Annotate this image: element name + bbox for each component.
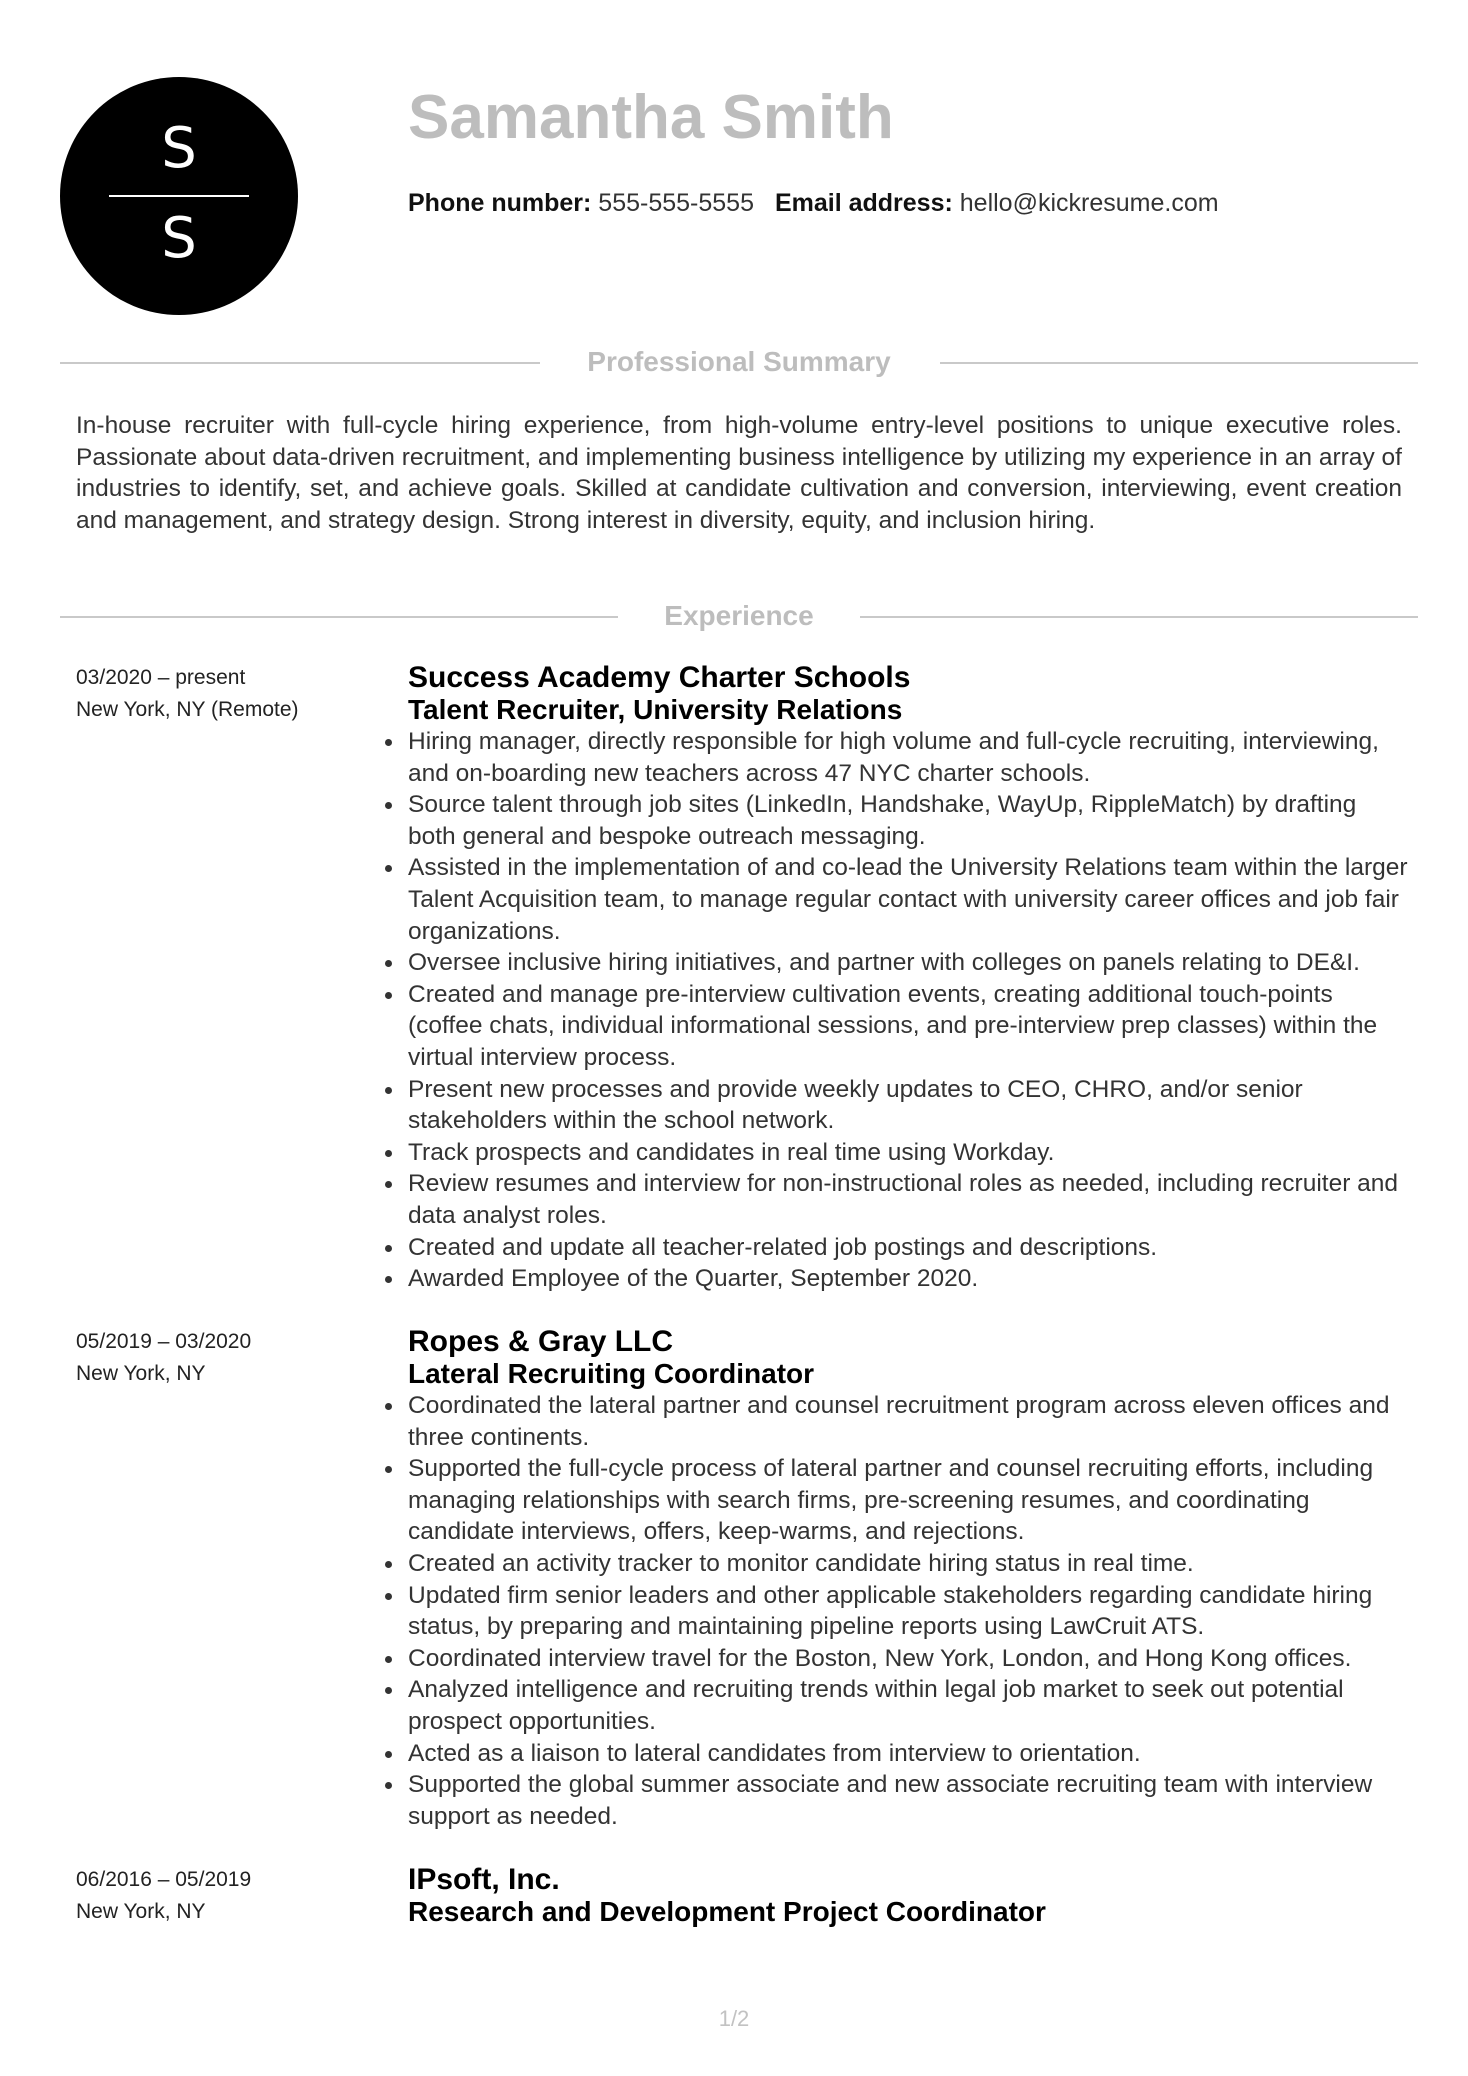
responsibility-item: Assisted in the implementation of and co-lead the University Relations team within the larger Talent Acquisition team, to manage regular contact with university career offices and job fair organizations. <box>408 852 1408 947</box>
responsibility-item: Awarded Employee of the Quarter, September 2020. <box>408 1263 1408 1295</box>
experience-section-heading <box>60 598 1418 634</box>
responsibility-item: Oversee inclusive hiring initiatives, and partner with colleges on panels relating to DE&I. <box>408 947 1408 979</box>
responsibility-list <box>408 726 1408 1295</box>
responsibility-item: Updated firm senior leaders and other applicable stakeholders regarding candidate hiring status, by preparing and maintaining pipeline reports using LawCruit ATS. <box>408 1580 1408 1643</box>
experience-body <box>408 1864 1408 1928</box>
resume-header <box>0 0 1468 330</box>
heading-rule-right <box>860 616 1418 618</box>
experience-body <box>408 662 1408 1295</box>
email-value[interactable]: hello@kickresume.com <box>959 189 1219 217</box>
experience-location: New York, NY <box>76 1362 206 1385</box>
contact-line <box>408 186 1219 220</box>
job-title: Research and Development Project Coordinator <box>408 1896 1046 1927</box>
responsibility-item: Hiring manager, directly responsible for high volume and full-cycle recruiting, interviewing, and on-boarding new teachers across 47 NYC charter schools. <box>408 726 1408 789</box>
email-label: Email address: <box>774 189 953 217</box>
responsibility-item: Supported the global summer associate and new associate recruiting team with interview support as needed. <box>408 1769 1408 1832</box>
summary-section-title: Professional Summary <box>587 346 891 377</box>
responsibility-item: Review resumes and interview for non-instructional roles as needed, including recruiter and data analyst roles. <box>408 1168 1408 1231</box>
monogram-top-letter: S <box>161 116 197 181</box>
phone-value[interactable]: 555-555-5555 <box>598 189 754 217</box>
job-title: Lateral Recruiting Coordinator <box>408 1358 815 1389</box>
responsibility-item: Present new processes and provide weekly updates to CEO, CHRO, and/or senior stakeholders within the school network. <box>408 1074 1408 1137</box>
responsibility-item: Created and manage pre-interview cultivation events, creating additional touch-points (coffee chats, individual informational sessions, and pre-interview prep classes) within the virtual interview process. <box>408 979 1408 1074</box>
responsibility-item: Analyzed intelligence and recruiting trends within legal job market to seek out potential prospect opportunities. <box>408 1674 1408 1737</box>
experience-location: New York, NY (Remote) <box>76 698 299 721</box>
responsibility-item: Created and update all teacher-related job postings and descriptions. <box>408 1232 1408 1264</box>
monogram-logo <box>60 77 298 315</box>
experience-meta <box>76 1864 356 1928</box>
responsibility-item: Coordinated the lateral partner and counsel recruitment program across eleven offices and three continents. <box>408 1390 1408 1453</box>
experience-meta <box>76 662 356 726</box>
phone-label: Phone number: <box>408 189 592 217</box>
responsibility-item: Supported the full-cycle process of lateral partner and counsel recruiting efforts, including managing relationships with search firms, pre-screening resumes, and coordinating candidate interviews, offers, keep-warms, and rejections. <box>408 1453 1408 1548</box>
page-number: 1/2 <box>718 2006 750 2031</box>
professional-summary-text: In-house recruiter with full-cycle hiring experience, from high-volume entry-level positions to unique executive roles. Passionate about data-driven recruitment, and implementing business intelligence by utilizing my experience in an array of industries to identify, set, and achieve goals. Skilled at candidate cultivation and conversion, interviewing, event creation and management, and strategy design. Strong interest in diversity, equity, and inclusion hiring. <box>76 412 1402 534</box>
experience-meta <box>76 1326 356 1390</box>
responsibility-item: Source talent through job sites (LinkedIn, Handshake, WayUp, RippleMatch) by drafting both general and bespoke outreach messaging. <box>408 789 1408 852</box>
company-name: Success Academy Charter Schools <box>408 661 911 694</box>
company-name: Ropes & Gray LLC <box>408 1325 674 1358</box>
company-name: IPsoft, Inc. <box>408 1863 560 1896</box>
responsibility-list <box>408 1390 1408 1832</box>
summary-section-heading <box>60 344 1418 380</box>
experience-dates: 03/2020 – present <box>76 666 246 689</box>
experience-body <box>408 1326 1408 1832</box>
experience-dates: 06/2016 – 05/2019 <box>76 1868 252 1891</box>
responsibility-item: Track prospects and candidates in real time using Workday. <box>408 1137 1408 1169</box>
responsibility-item: Created an activity tracker to monitor candidate hiring status in real time. <box>408 1548 1408 1580</box>
heading-rule-right <box>940 362 1418 364</box>
experience-dates: 05/2019 – 03/2020 <box>76 1330 252 1353</box>
experience-section-title: Experience <box>664 600 814 631</box>
candidate-name: Samantha Smith <box>408 83 894 152</box>
experience-location: New York, NY <box>76 1900 206 1923</box>
responsibility-item: Acted as a liaison to lateral candidates from interview to orientation. <box>408 1738 1408 1770</box>
job-title: Talent Recruiter, University Relations <box>408 694 903 725</box>
monogram-divider <box>109 195 249 197</box>
responsibility-item: Coordinated interview travel for the Boston, New York, London, and Hong Kong offices. <box>408 1643 1408 1675</box>
monogram-bottom-letter: S <box>161 206 197 271</box>
